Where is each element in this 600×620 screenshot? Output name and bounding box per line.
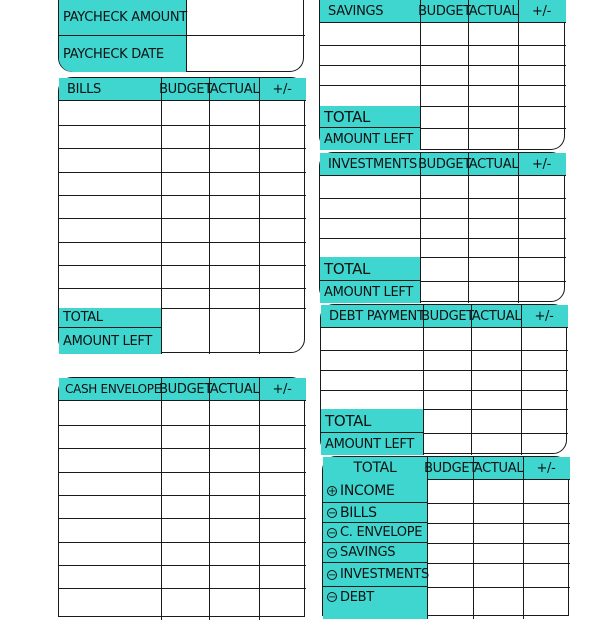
- summary-title: TOTAL: [353, 460, 397, 476]
- paycheck-amount-label: PAYCHECK AMOUNT: [59, 0, 187, 36]
- investments-table: [319, 152, 565, 302]
- cash-envelope-diff-header: +/-: [259, 378, 304, 400]
- debt-payment-diff-header: +/-: [521, 305, 566, 327]
- summary-row-debt: [323, 587, 427, 607]
- summary-row-cash-envelope: [323, 523, 427, 543]
- plus-circle-icon: +: [328, 485, 337, 497]
- summary-row-label: SAVINGS: [340, 545, 396, 560]
- investments-amount-left-label: AMOUNT LEFT: [320, 281, 420, 303]
- investments-diff-header: +/-: [518, 153, 564, 175]
- bills-actual-header: ACTUAL: [209, 78, 259, 100]
- bills-total-label: TOTAL: [59, 308, 161, 328]
- summary-row-savings: [323, 543, 427, 563]
- minus-circle-icon: −: [328, 527, 337, 539]
- minus-circle-icon: −: [328, 547, 337, 559]
- summary-actual-header: ACTUAL: [473, 457, 523, 479]
- bills-budget-header: BUDGET: [161, 78, 209, 100]
- paycheck-date-field[interactable]: [187, 36, 305, 72]
- investments-actual-header: ACTUAL: [468, 153, 518, 175]
- summary-row-label: DEBT: [340, 589, 374, 605]
- summary-row-label: BILLS: [340, 504, 377, 521]
- savings-title: SAVINGS: [328, 3, 384, 19]
- savings-total-label: TOTAL: [320, 106, 420, 128]
- paycheck-box: [58, 0, 304, 72]
- savings-actual-header: ACTUAL: [468, 0, 518, 22]
- savings-budget-header: BUDGET: [420, 0, 468, 22]
- debt-payment-title: DEBT PAYMENT: [329, 308, 425, 324]
- summary-row-bills: [323, 503, 427, 523]
- bills-amount-left-label: AMOUNT LEFT: [59, 328, 161, 354]
- paycheck-amount-field[interactable]: [187, 0, 305, 36]
- cash-envelope-table: [58, 377, 305, 617]
- paycheck-date-label: PAYCHECK DATE: [59, 36, 187, 72]
- summary-table: [322, 456, 569, 616]
- summary-row-label: INCOME: [340, 482, 395, 499]
- debt-payment-table: [320, 304, 567, 454]
- bills-title: BILLS: [67, 81, 101, 97]
- debt-payment-amount-left-label: AMOUNT LEFT: [321, 433, 423, 455]
- summary-row-label: C. ENVELOPE: [340, 525, 423, 540]
- savings-amount-left-label: AMOUNT LEFT: [320, 128, 420, 150]
- summary-budget-header: BUDGET: [427, 457, 473, 479]
- bills-table: [58, 77, 305, 353]
- bills-diff-header: +/-: [259, 78, 304, 100]
- savings-table: [319, 0, 565, 150]
- investments-total-label: TOTAL: [320, 257, 420, 281]
- summary-row-income: [323, 479, 427, 503]
- investments-title: INVESTMENTS: [328, 156, 417, 172]
- cash-envelope-title: CASH ENVELOPE: [65, 382, 162, 396]
- minus-circle-icon: −: [328, 592, 337, 603]
- cash-envelope-actual-header: ACTUAL: [209, 378, 259, 400]
- debt-payment-actual-header: ACTUAL: [471, 305, 521, 327]
- summary-row-label: INVESTMENTS: [340, 567, 429, 582]
- summary-diff-header: +/-: [523, 457, 568, 479]
- debt-payment-total-label: TOTAL: [321, 409, 423, 433]
- minus-circle-icon: −: [328, 507, 337, 519]
- cash-envelope-budget-header: BUDGET: [161, 378, 209, 400]
- summary-row-investments: [323, 563, 427, 587]
- debt-payment-budget-header: BUDGET: [423, 305, 471, 327]
- investments-budget-header: BUDGET: [420, 153, 468, 175]
- savings-diff-header: +/-: [518, 0, 564, 22]
- minus-circle-icon: −: [328, 569, 337, 581]
